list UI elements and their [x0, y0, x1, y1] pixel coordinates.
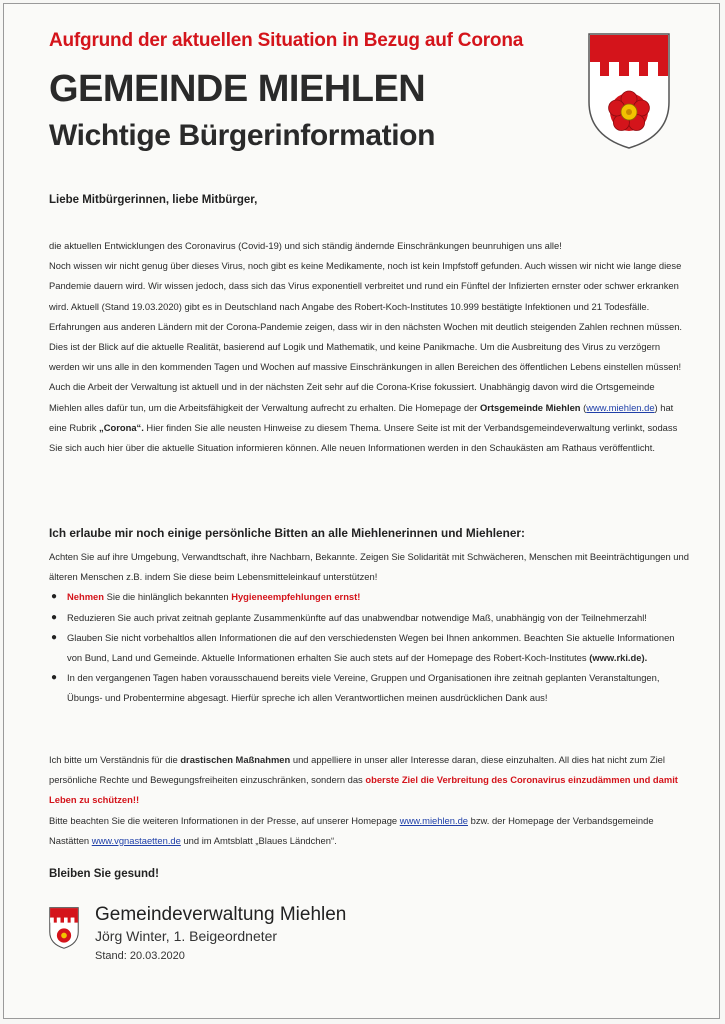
miehlen-link-2[interactable]: www.miehlen.de — [399, 814, 468, 826]
goodbye-line: Bleiben Sie gesund! — [49, 868, 159, 880]
coat-of-arms-small-icon — [49, 907, 79, 949]
top-headline: Aufgrund der aktuellen Situation in Bezug auf Corona — [49, 30, 524, 51]
vgnastaetten-link[interactable]: www.vgnastaetten.de — [91, 834, 181, 846]
list-item: ● Nehmen Sie die hinlänglich bekannten Hygieneempfehlungen ernst! — [51, 591, 361, 603]
signature-org: Gemeindeverwaltung Miehlen — [95, 904, 347, 925]
salutation: Liebe Mitbürgerinnen, liebe Mitbürger, — [49, 194, 258, 206]
list-item: ● In den vergangenen Tagen haben vorausschauend bereits viele Vereine, Gruppen und Organisationen ihre zeitnah geplanten Veranstaltungen, Übungs- und Probentermine abgesagt. Hierfür spreche ich allen Verantwortlichen meinen ausdrücklichen Dank aus! — [51, 672, 660, 704]
page-title: GEMEINDE MIEHLEN — [49, 68, 426, 110]
notice-page — [3, 3, 720, 1019]
paragraph-3: Auch die Arbeit der Verwaltung ist aktuell und in der nächsten Zeit sehr auf die Corona-Krise fokussiert. Unabhängig davon wird die Ortsgemeinde Miehlen alles dafür tun, um die Arbeitsfähigkeit der Verwaltung aufrecht zu erhalten. Die Homepage der Ortsgemeinde Miehlen (www.miehlen.de) hat eine Rubrik „Corona“. Hier finden Sie alle neusten Hinweise zu diesem Thema. Unsere Seite ist mit der Verbandsgemeindeverwaltung verlinkt, sodass Sie sich auch hier über die aktuelle Situation informieren können. Alle neuen Informationen werden in den Schaukästen am Rathaus veröffentlicht. — [49, 381, 678, 454]
paragraph-1: die aktuellen Entwicklungen des Coronavirus (Covid-19) und sich ständig ändernde Einschränkungen beunruhigen uns alle! — [49, 240, 562, 251]
requests-body — [49, 547, 689, 709]
list-item: ● Glauben Sie nicht vorbehaltlos allen Informationen die auf den verschiedensten Wegen bei Ihnen ankommen. Beachten Sie aktuelle Informationen von Bund, Land und Gemeinde. Aktuelle Informationen erhalten Sie auch stets auf der Homepage des Robert-Koch-Institutes (www.rki.de). — [51, 631, 675, 664]
intro-body — [49, 236, 689, 458]
signature-date: Stand: 20.03.2020 — [95, 950, 185, 962]
paragraph-2: Noch wissen wir nicht genug über dieses Virus, noch gibt es keine Medikamente, noch ist kein Impfstoff gefunden. Auch wissen wir nicht wie lange diese Pandemie dauern wird. Wir wissen jedoch, dass sich das Virus exponentiell verbreitet und rund ein Fünftel der Infizierten ernster oder schwer erkranken wird. Aktuell (Stand 19.03.2020) gibt es in Deutschland nach Angabe des Robert-Koch-Institutes 10.999 bestätigte Infektionen und 21 Todesfälle. Erfahrungen aus anderen Ländern mit der Corona-Pandemie zeigen, dass wir in den nächsten Wochen mit deutlich steigenden Zahlen rechnen müssen. Dies ist der Blick auf die aktuelle Realität, basierend auf Logik und Mathematik, und keine Panikmache. Um die Ausbreitung des Virus zu verzögern werden wir uns alle in den kommenden Tagen und Wochen auf massive Einschränkungen in allen Bereichen des öffentlichen Lebens einstellen müssen! — [49, 260, 683, 373]
requests-intro: Achten Sie auf ihre Umgebung, Verwandtschaft, ihre Nachbarn, Bekannte. Zeigen Sie Solidarität mit Schwächeren, Menschen mit Beeinträchtigungen und älteren Menschen z.B. indem Sie diese beim Lebensmitteleinkauf unterstützen! — [49, 551, 689, 583]
miehlen-link[interactable]: www.miehlen.de — [586, 401, 655, 413]
signature-person: Jörg Winter, 1. Beigeordneter — [95, 928, 278, 944]
closing-paragraph-1: Ich bitte um Verständnis für die drastischen Maßnahmen und appelliere in unser aller Interesse daran, diese einzuhalten. All dies hat nicht zum Ziel persönliche Rechte und Bewegungsfreiheiten einzuschränken, sondern das oberste Ziel die Verbreitung des Coronavirus einzudämmen und damit Leben zu schützen!! — [49, 754, 678, 806]
closing-body — [49, 750, 689, 851]
closing-paragraph-2: Bitte beachten Sie die weiteren Informationen in der Presse, auf unserer Homepage www.miehlen.de bzw. der Homepage der Verbandsgemeinde Nastätten www.vgnastaetten.de und im Amtsblatt „Blaues Ländchen“. — [49, 814, 654, 846]
requests-list — [49, 587, 689, 708]
coat-of-arms-icon — [587, 32, 671, 150]
page-subtitle: Wichtige Bürgerinformation — [49, 119, 436, 152]
requests-heading: Ich erlaube mir noch einige persönliche Bitten an alle Miehlenerinnen und Miehlener: — [49, 526, 525, 540]
list-item: ● Reduzieren Sie auch privat zeitnah geplante Zusammenkünfte auf das unabwendbar notwendige Maß, unabhängig von der Teilnehmerzahl! — [51, 611, 647, 623]
